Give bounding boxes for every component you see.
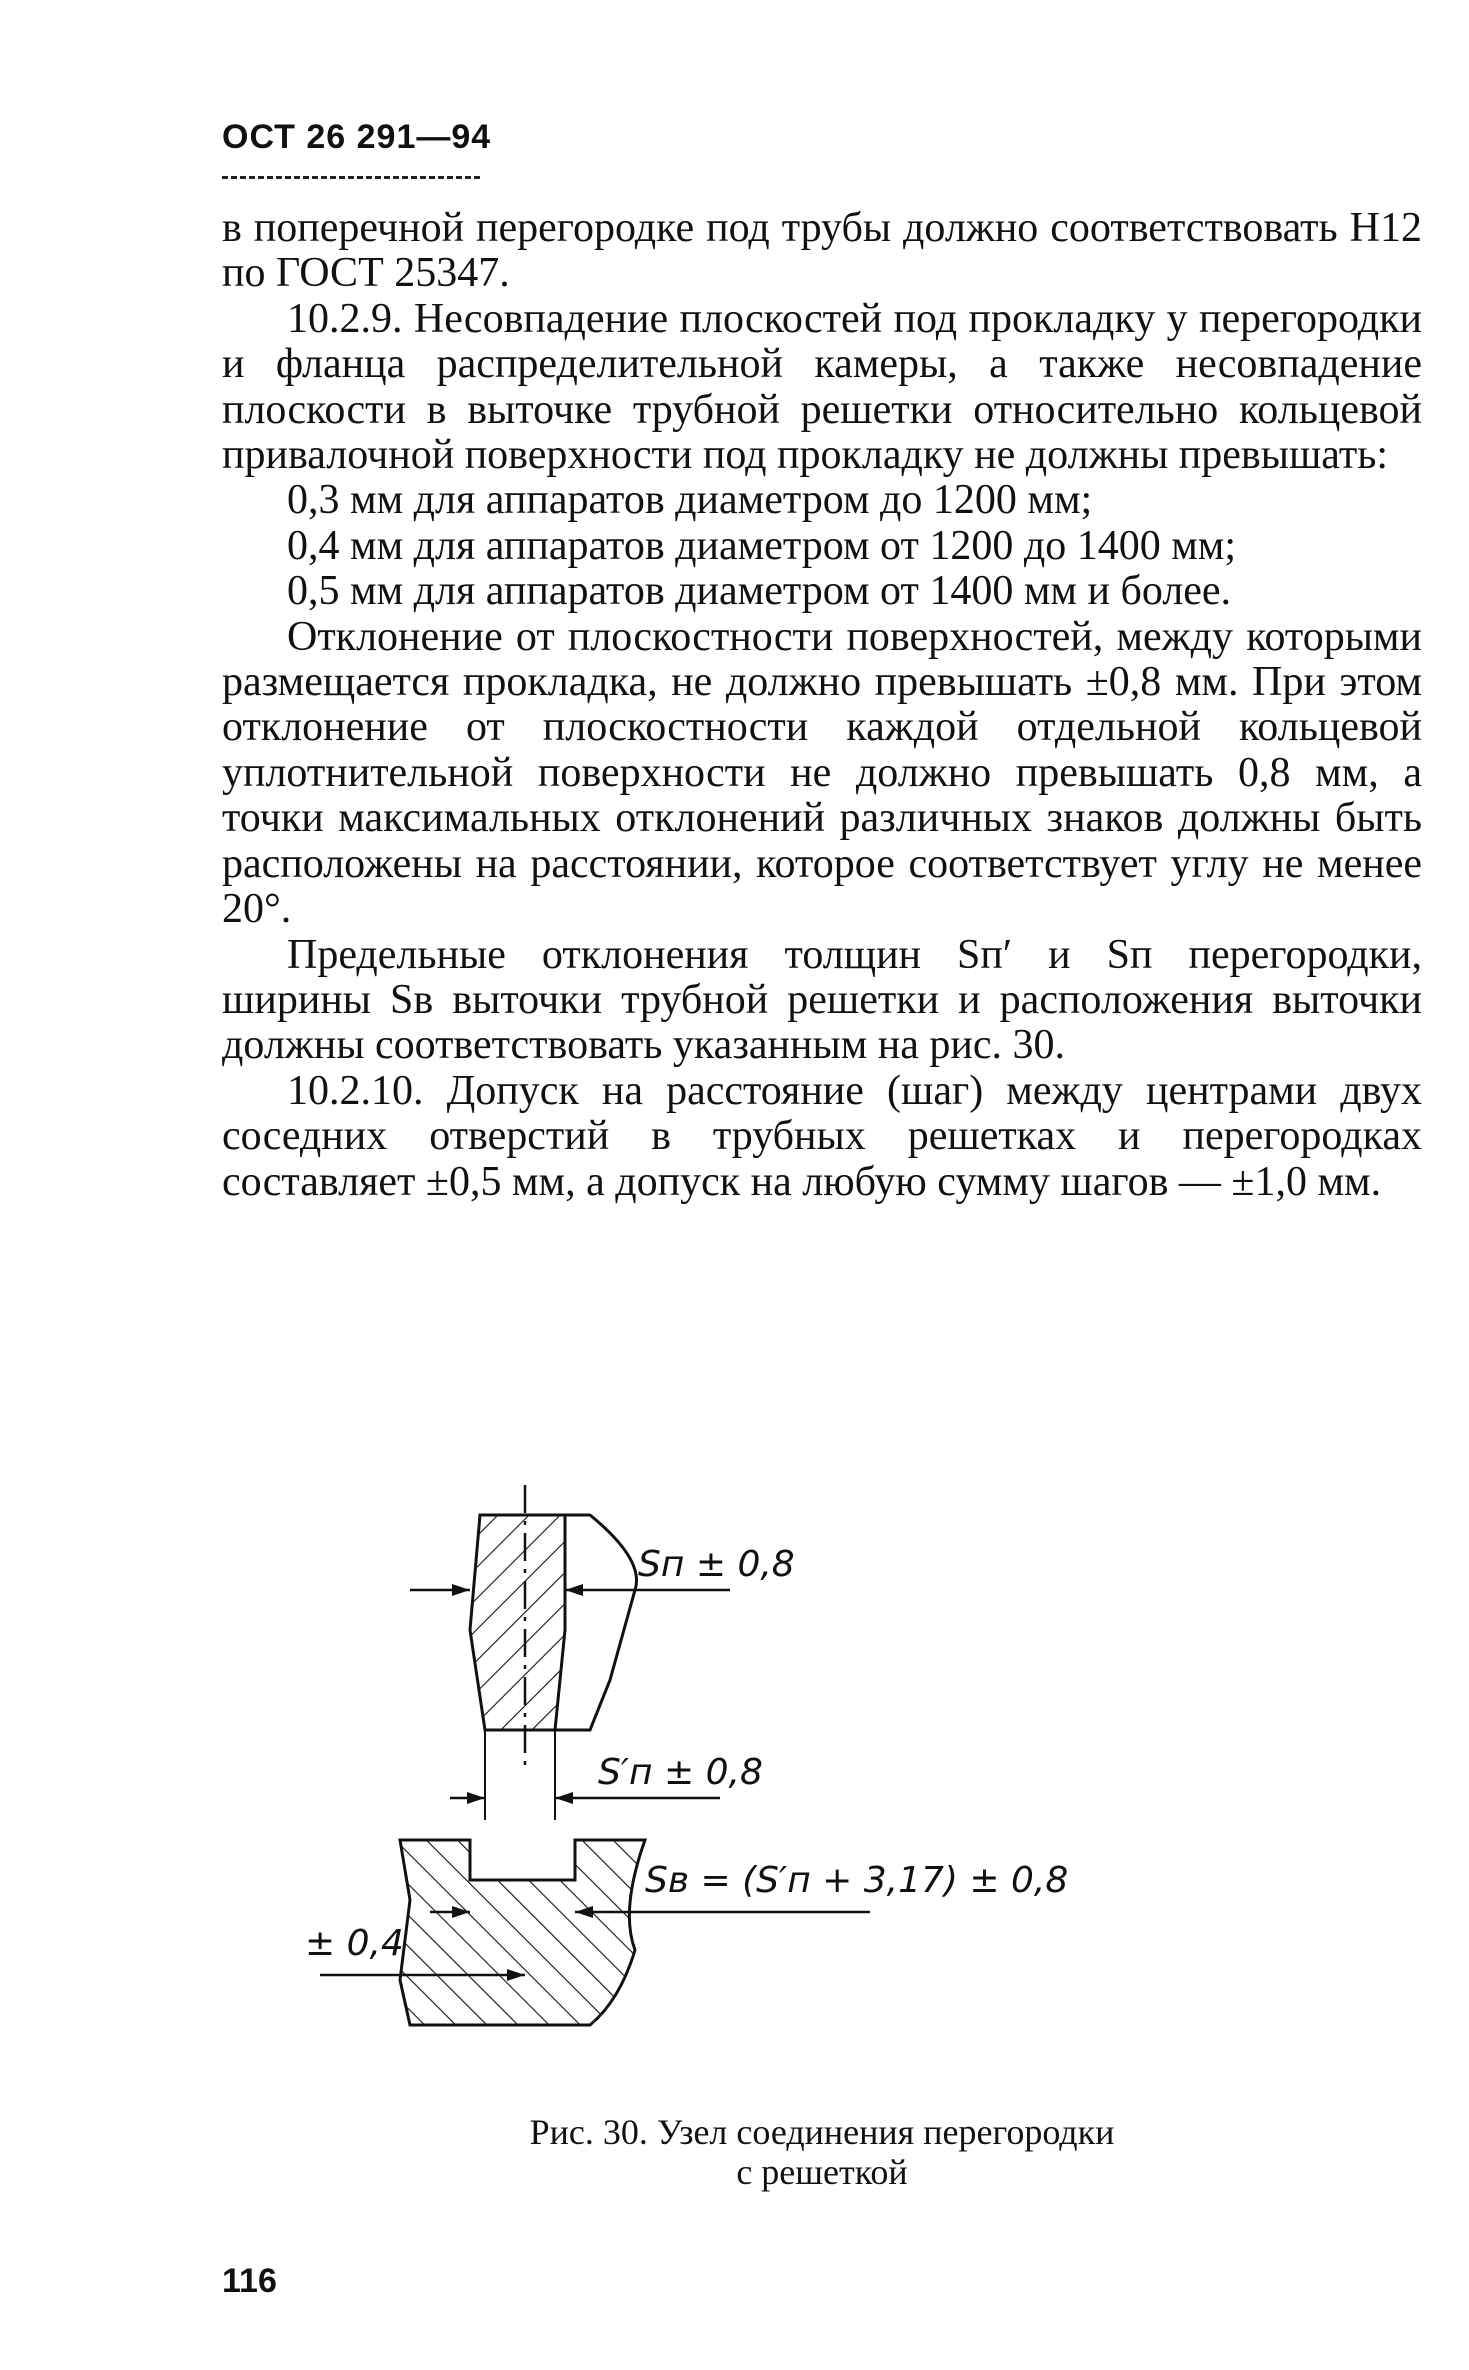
figure-30	[305, 1480, 1190, 2080]
caption-line-2: с решеткой	[736, 2152, 908, 2192]
dimension-sn-prime	[450, 1730, 763, 1820]
list-item-0-5: 0,5 мм для аппаратов диаметром от 1400 мм и более.	[287, 568, 1232, 615]
paragraph-10-2-9: 10.2.9. Несовпадение плоскостей под прокладку у перегородки и фланца распределительной камеры, а также несовпадение плоскости в выточке трубной решетки относительно кольцевой привалочной поверхности под прокладку не должны превышать:	[222, 295, 1422, 479]
label-position: ± 0,4	[305, 1923, 404, 1964]
tube-sheet-section	[400, 1840, 645, 2025]
partition-joint-drawing	[305, 1480, 1190, 2080]
dimension-sn	[410, 1544, 795, 1596]
body-text	[222, 206, 1422, 1205]
label-sn: Sп ± 0,8	[638, 1544, 795, 1585]
figure-caption	[222, 2112, 1422, 2192]
caption-line-1: Рис. 30. Узел соединения перегородки	[529, 2112, 1115, 2152]
list-item-0-4: 0,4 мм для аппаратов диаметром от 1200 до 1400 мм;	[287, 522, 1237, 569]
page-number: 116	[222, 2262, 277, 2300]
partition-section	[470, 1485, 637, 1770]
list-item-0-3: 0,3 мм для аппаратов диаметром до 1200 мм;	[287, 477, 1093, 524]
paragraph-10-2-10: 10.2.10. Допуск на расстояние (шаг) между центрами двух соседних отверстий в трубных решетках и перегородках составляет ±0,5 мм, а допуск на любую сумму шагов — ±1,0 мм.	[222, 1067, 1422, 1205]
label-sn-prime: S′п ± 0,8	[598, 1752, 763, 1793]
label-sb: Sв = (S′п + 3,17) ± 0,8	[645, 1860, 1069, 1901]
paragraph-1: в поперечной перегородке под трубы должно соответствовать Н12 по ГОСТ 25347.	[222, 205, 1422, 297]
header-rule	[222, 176, 480, 183]
paragraph-flatness: Отклонение от плоскостности поверхностей, между которыми размещается прокладка, не должно превышать ±0,8 мм. При этом отклонение от плоскостности каждой отдельной кольцевой уплотнительной поверхности не должно превышать 0,8 мм, а точки максимальных отклонений различных знаков должны быть расположены на расстоянии, которое соответствует углу не менее 20°.	[222, 613, 1422, 933]
paragraph-limit-deviations: Предельные отклонения толщин Sп′ и Sп перегородки, ширины Sв выточки трубной решетки и расположения выточки должны соответствовать указанным на рис. 30.	[222, 931, 1422, 1069]
document-code-header: ОСТ 26 291—94	[222, 118, 492, 156]
